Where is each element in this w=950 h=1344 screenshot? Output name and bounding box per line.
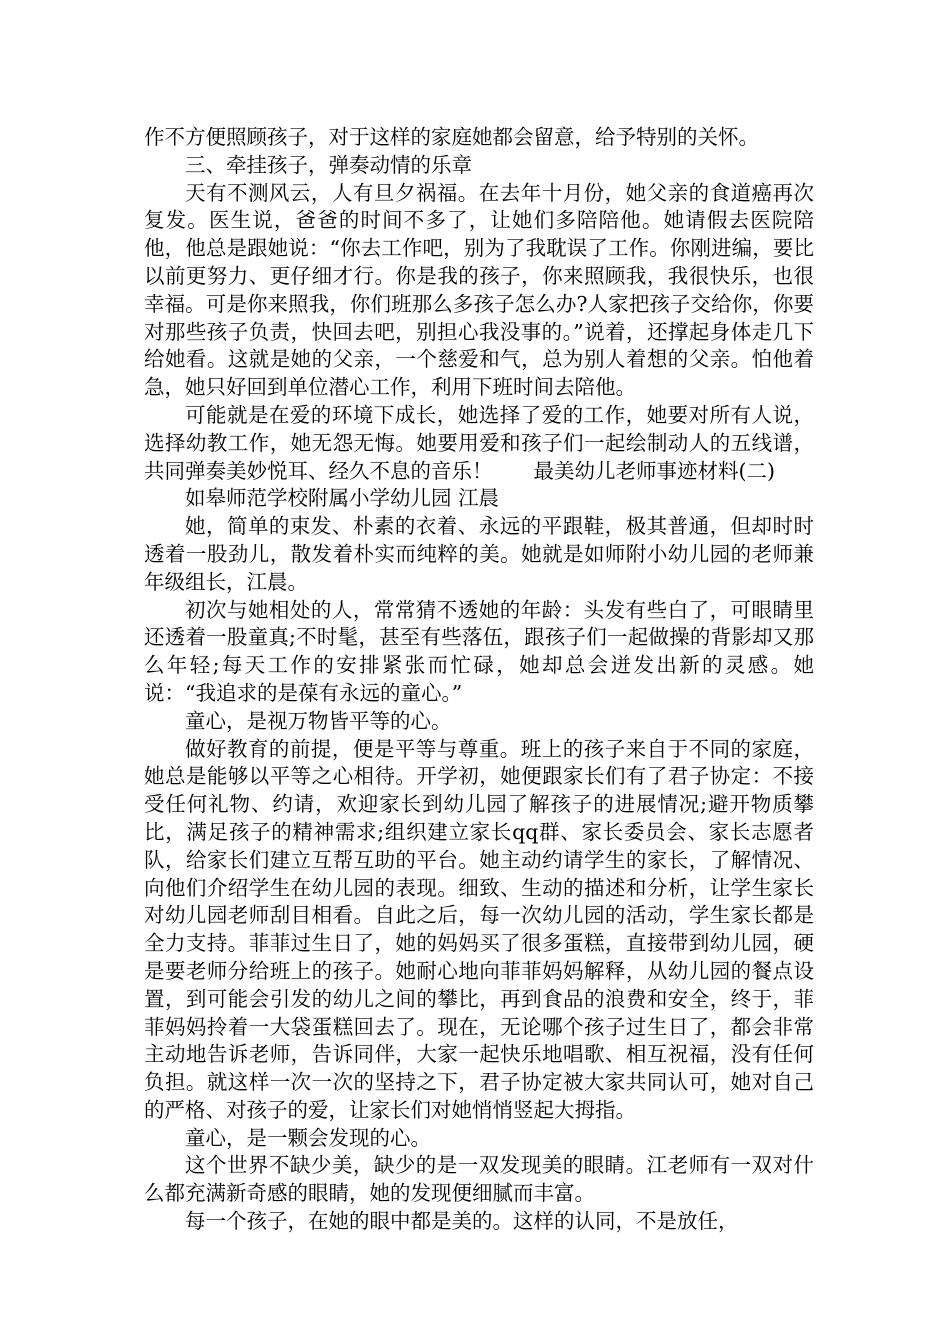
section-heading: 三、牵挂孩子，弹奏动情的乐章	[185, 152, 472, 177]
paragraph: 天有不测风云，人有旦夕祸福。在去年十月份，她父亲的食道癌再次复发。医生说，爸爸的时间不多了，让她们多陪陪他。她请假去医院陪他，他总是跟她说：“你去工作吧，别为了我耽误了工作。你刚进编，要比以前更努力、更仔细才行。你是我的孩子，你来照顾我，我很快乐，也很幸福。可是你来照我，你们班那么多孩子怎么办?人家把孩子交给你，你要对那些孩子负责，快回去吧，别担心我没事的。”说着，还撑起身体走几下给她看。这就是她的父亲，一个慈爱和气，总为别人着想的父亲。怕他着急，她只好回到单位潜心工作，利用下班时间去陪他。	[144, 180, 814, 400]
paragraph: 可能就是在爱的环境下成长，她选择了爱的工作，她要对所有人说，选择幼教工作，她无怨无悔。她要用爱和孩子们一起绘制动人的五线谱，共同弹奏美妙悦耳、经久不息的音乐！ 最美幼儿老师事迹材料(二)	[144, 402, 814, 483]
paragraph: 做好教育的前提，便是平等与尊重。班上的孩子来自于不同的家庭，她总是能够以平等之心相待。开学初，她便跟家长们有了君子协定：不接受任何礼物、约请，欢迎家长到幼儿园了解孩子的进展情况;避开物质攀比，满足孩子的精神需求;组织建立家长qq群、家长委员会、家长志愿者队，给家长们建立互帮互助的平台。她主动约请学生的家长，了解情况、向他们介绍学生在幼儿园的表现。细致、生动的描述和分析，让学生家长对幼儿园老师刮目相看。自此之后，每一次幼儿园的活动，学生家长都是全力支持。菲菲过生日了，她的妈妈买了很多蛋糕，直接带到幼儿园，硬是要老师分给班上的孩子。她耐心地向菲菲妈妈解释，从幼儿园的餐点设置，到可能会引发的幼儿之间的攀比，再到食品的浪费和安全，终于，菲菲妈妈拎着一大袋蛋糕回去了。现在，无论哪个孩子过生日了，都会非常主动地告诉老师，告诉同伴，大家一起快乐地唱歌、相互祝福，没有任何负担。就这样一次一次的坚持之下，君子协定被大家共同认可，她对自己的严格、对孩子的爱，让家长们对她悄悄竖起大拇指。	[144, 736, 814, 1122]
document-page	[144, 124, 814, 1236]
author-line: 如皋师范学校附属小学幼儿园 江晨	[185, 486, 500, 511]
paragraph: 初次与她相处的人，常常猜不透她的年龄：头发有些白了，可眼睛里还透着一股童真;不时髦，甚至有些落伍，跟孩子们一起做操的背影却又那么年轻;每天工作的安排紧张而忙碌，她却总会迸发出新的灵感。她说：“我追求的是葆有永远的童心。”	[144, 597, 814, 705]
paragraph: 这个世界不缺少美，缺少的是一双发现美的眼睛。江老师有一双对什么都充满新奇感的眼睛，她的发现便细腻而丰富。	[144, 1153, 814, 1206]
paragraph: 每一个孩子，在她的眼中都是美的。这样的认同，不是放任，	[185, 1209, 739, 1234]
paragraph-subheading: 童心，是视万物皆平等的心。	[185, 708, 452, 733]
paragraph: 她，简单的束发、朴素的衣着、永远的平跟鞋，极其普通，但却时时透着一股劲儿，散发着朴实而纯粹的美。她就是如师附小幼儿园的老师兼年级组长，江晨。	[144, 514, 814, 594]
paragraph-subheading: 童心，是一颗会发现的心。	[185, 1125, 431, 1150]
paragraph-continuation: 作不方便照顾孩子，对于这样的家庭她都会留意，给予特别的关怀。	[144, 125, 759, 149]
